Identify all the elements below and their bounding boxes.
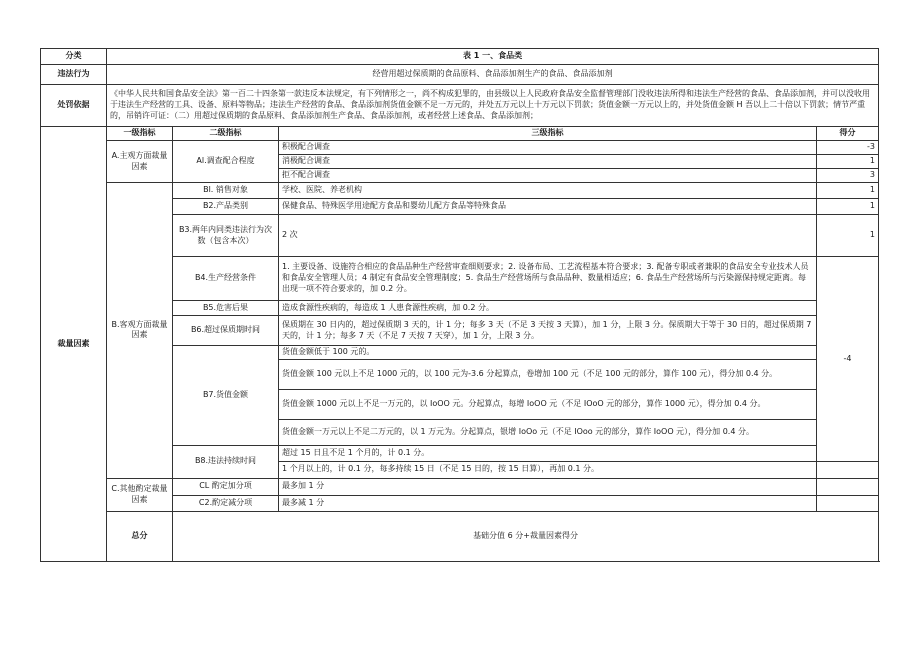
b8-item: 1 个月以上的，计 0.1 分，每多持续 15 日（不足 15 日的，按 15 日算），再加 0.1 分。 (279, 461, 817, 478)
b4-text: 1. 主要设备、设施符合相应的食品品种生产经营审查细则要求；2. 设备布局、工艺流程基本符合要求；3. 配备专职或者兼职的食品安全专业技术人员和食品安全管理人员；4 制定有食品安全管理制度；5. 食品生产经营场所与食品品种、数量相适应；6. 食品生产经营场所与污染源保持规定距离。每出现一项不符合要求的，加 0.2 分。 (279, 257, 817, 301)
c1-score (817, 478, 879, 495)
group-c: C.其他酌定裁量因素 (107, 478, 173, 511)
total-value: 基础分值 6 分+裁量因素得分 (173, 511, 879, 561)
b7-item: 货值金额 100 元以上不足 1000 元的，以 100 元为-3.6 分起算点，卷增加 100 元（不足 100 元的部分，算作 100 元），得分加 0.4 分。 (279, 359, 817, 389)
b4-name: B4.生产经营条件 (173, 257, 279, 301)
group-b: B.客观方面裁量因素 (107, 183, 173, 479)
a1-name: Al.调查配合程度 (173, 141, 279, 183)
b8-name: B8.违法持续时间 (173, 445, 279, 478)
a1-item: 消极配合调查 (279, 155, 817, 169)
b2-name: B2.产品类别 (173, 199, 279, 215)
b7-item: 货值金额一万元以上不足二万元的，以 1 万元为。分起算点，银增 IoOo 元（不足 IOoo 元的部分，算作 IoOO 元），得分加 0.4 分。 (279, 419, 817, 445)
a1-item: 积极配合调查 (279, 141, 817, 155)
b2-score: 1 (817, 199, 879, 215)
b7-item: 货值金额低于 100 元的。 (279, 346, 817, 360)
b6-text: 保质期在 30 日内的，超过保质期 3 天的，计 1 分；每多 3 天（不足 3 天按 3 天算），加 1 分，上限 3 分。保质期大于等于 30 日的，超过保质期 7 天的，计 1 分；每多 7 天（不足 7 天按 7 天穿），加 1 分，上限 3 分。 (279, 316, 817, 346)
violation-value: 经营用超过保质期的食品原料、食品添加剂生产的食品、食品添加剂 (107, 65, 879, 85)
c2-score (817, 495, 879, 511)
b6-name: B6.超过保质期时间 (173, 316, 279, 346)
total-label: 总分 (107, 511, 173, 561)
c1-text: 最多加 1 分 (279, 478, 817, 495)
category-label: 分类 (41, 49, 107, 65)
b7-item: 货值金额 1000 元以上不足一万元的，以 IoOO 元。分起算点，每增 IoOO 元（不足 IOoO 元的部分，算作 1000 元），得分加 0.4 分。 (279, 389, 817, 419)
b3-text: 2 次 (279, 215, 817, 257)
c2-name: C2.酌定减分项 (173, 495, 279, 511)
b5-text: 造成食源性疾病的，每造成 1 人患食源性疾病，加 0.2 分。 (279, 301, 817, 316)
b-objective-score: -4 (817, 257, 879, 462)
b3-score: 1 (817, 215, 879, 257)
col-level2: 二级指标 (173, 127, 279, 141)
violation-label: 违法行为 (41, 65, 107, 85)
b1-text: 学校、医院、养老机构 (279, 183, 817, 199)
a1-score: -3 (817, 141, 879, 155)
a1-score: 3 (817, 169, 879, 183)
basis-label: 处罚依据 (41, 85, 107, 127)
b1-score: 1 (817, 183, 879, 199)
col-score: 得分 (817, 127, 879, 141)
b8-item: 超过 15 日且不足 1 个月的，计 0.1 分。 (279, 445, 817, 461)
b5-name: B5.危害后果 (173, 301, 279, 316)
b1-name: Bl. 销售对象 (173, 183, 279, 199)
b7-name: B7.货值金额 (173, 346, 279, 446)
section-label: 裁量因素 (41, 127, 107, 562)
b3-name: B3.两年内同类违法行为次数（包含本次） (173, 215, 279, 257)
c1-name: CL 酌定加分项 (173, 478, 279, 495)
b8-score (817, 461, 879, 478)
c2-text: 最多减 1 分 (279, 495, 817, 511)
col-level1: 一级指标 (107, 127, 173, 141)
a1-item: 拒不配合调查 (279, 169, 817, 183)
col-level3: 三级指标 (279, 127, 817, 141)
group-a: A.主观方面裁量因素 (107, 141, 173, 183)
a1-score: 1 (817, 155, 879, 169)
penalty-discretion-table (40, 48, 879, 562)
b2-text: 保健食品、特殊医学用途配方食品和婴幼儿配方食品等特殊食品 (279, 199, 817, 215)
category-value: 表 1 一、食品类 (107, 49, 879, 65)
basis-value: 《中华人民共和国食品安全法》第一百二十四条第一款违反本法规定，有下列情形之一，尚不构成犯罪的，由县级以上人民政府食品安全监督管理部门没收违法所得和违法生产经营的食品、食品添加剂，并可以没收用于违法生产经营的工具、设备、原料等物品；违法生产经营的食品、食品添加剂货值金额不足一万元的，并处五万元以上十万元以下罚款；货值金额一万元以上的，并处货值金额 H 吾以上二十倍以下罚款；情节严重的，吊销许可证：（二）用超过保质期的食品原料、食品添加剂生产食品、食品添加剂，或者经营上述食品、食品添加剂； (107, 85, 879, 127)
